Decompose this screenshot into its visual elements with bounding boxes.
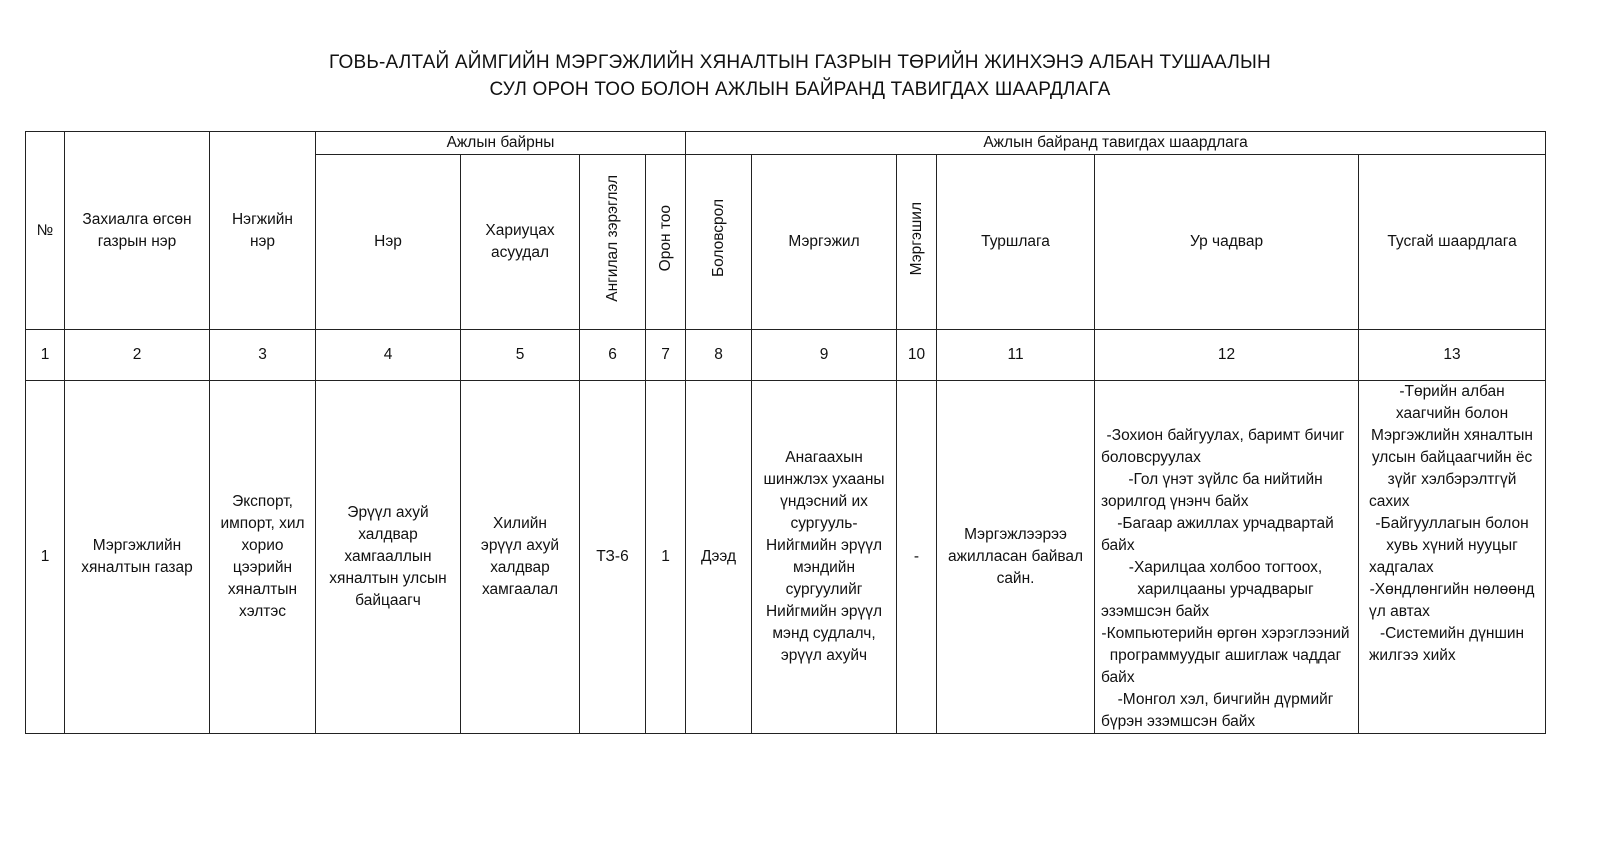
skill-item: -Зохион байгуулах, баримт бичиг боловсруулах xyxy=(1101,427,1345,466)
special-item: -Байгууллагын болон хувь хүний нууцыг хадгалах xyxy=(1369,515,1529,576)
col-number: 3 xyxy=(210,330,316,381)
header-special: Тусгай шаардлага xyxy=(1359,155,1546,330)
special-item: -Системийн дүншин жилгээ хийх xyxy=(1369,625,1525,664)
skill-item: -Багаар ажиллах урчадвартай байх xyxy=(1101,515,1334,554)
header-edu xyxy=(686,155,752,330)
column-number-row xyxy=(26,330,1546,381)
header-exp: Туршлага xyxy=(937,155,1095,330)
page-title-line2: СУЛ ОРОН ТОО БОЛОН АЖЛЫН БАЙРАНД ТАВИГДАХ ШААРДЛАГА xyxy=(489,79,1111,100)
col-number: 6 xyxy=(580,330,646,381)
special-item: -Төрийн албан хаагчийн болон Мэргэжлийн хяналтын улсын байцаагчийн ёс зүйг хэлбэрэлтгүй сахих xyxy=(1369,383,1533,510)
row-skills xyxy=(1095,381,1359,734)
requirements-table xyxy=(25,131,1546,734)
skill-item: -Гол үнэт зүйлс ба нийтийн зорилгод үнэнч байх xyxy=(1101,471,1323,510)
page-title-line1: ГОВЬ-АЛТАЙ АЙМГИЙН МЭРГЭЖЛИЙН ХЯНАЛТЫН ГАЗРЫН ТӨРИЙН ЖИНХЭНЭ АЛБАН ТУШААЛЫН xyxy=(329,52,1271,73)
col-number: 2 xyxy=(65,330,210,381)
row-exp: Мэргэжлээрээ ажилласан байвал сайн. xyxy=(937,381,1095,734)
row-unit: Экспорт, импорт, хил хорио цээрийн хяналтын хэлтэс xyxy=(210,381,316,734)
header-skill: Ур чадвар xyxy=(1095,155,1359,330)
special-item: -Хөндлөнгийн нөлөөнд үл автах xyxy=(1369,581,1535,620)
skill-item: -Монгол хэл, бичгийн дүрмийг бүрэн эзэмшсэн байх xyxy=(1101,691,1334,730)
row-name: Эрүүл ахуй халдвар хамгааллын хяналтын улсын байцаагч xyxy=(316,381,461,734)
row-no: 1 xyxy=(26,381,65,734)
header-class-label: Ангилал зэрэглэл xyxy=(603,175,621,302)
header-group-requirements: Ажлын байранд тавигдах шаардлага xyxy=(686,132,1546,155)
col-number: 8 xyxy=(686,330,752,381)
row-class: ТЗ-6 xyxy=(580,381,646,734)
col-number: 10 xyxy=(897,330,937,381)
col-number: 7 xyxy=(646,330,686,381)
row-qual: - xyxy=(897,381,937,734)
row-edu: Дээд xyxy=(686,381,752,734)
col-number: 12 xyxy=(1095,330,1359,381)
col-number: 11 xyxy=(937,330,1095,381)
col-number: 1 xyxy=(26,330,65,381)
header-no: № xyxy=(26,132,65,330)
header-count xyxy=(646,155,686,330)
header-prof: Мэргэжил xyxy=(752,155,897,330)
header-name: Нэр xyxy=(316,155,461,330)
header-unit: Нэгжийн нэр xyxy=(210,132,316,330)
row-special xyxy=(1359,381,1546,734)
header-edu-label: Боловсрол xyxy=(709,199,727,278)
table-row xyxy=(26,381,1546,734)
row-issue: Хилийн эрүүл ахуй халдвар хамгаалал xyxy=(461,381,580,734)
col-number: 9 xyxy=(752,330,897,381)
header-group-position: Ажлын байрны xyxy=(316,132,686,155)
header-issue: Хариуцах асуудал xyxy=(461,155,580,330)
skill-item: -Компьютерийн өргөн хэрэглээний программуудыг ашиглаж чаддаг байх xyxy=(1101,625,1350,686)
skill-item: -Харилцаа холбоо тогтоох, харилцааны урчадварыг эзэмшсэн байх xyxy=(1101,559,1323,620)
header-count-label: Орон тоо xyxy=(656,205,674,272)
header-class xyxy=(580,155,646,330)
row-count: 1 xyxy=(646,381,686,734)
col-number: 5 xyxy=(461,330,580,381)
col-number: 13 xyxy=(1359,330,1546,381)
header-org: Захиалга өгсөн газрын нэр xyxy=(65,132,210,330)
header-qual xyxy=(897,155,937,330)
row-prof: Анагаахын шинжлэх ухааны үндэсний их сургууль-Нийгмийн эрүүл мэндийн сургуулийг Нийгмийн эрүүл мэнд судлалч, эрүүл ахуйч xyxy=(752,381,897,734)
row-org: Мэргэжлийн хяналтын газар xyxy=(65,381,210,734)
col-number: 4 xyxy=(316,330,461,381)
header-qual-label: Мэргэшил xyxy=(907,201,925,276)
